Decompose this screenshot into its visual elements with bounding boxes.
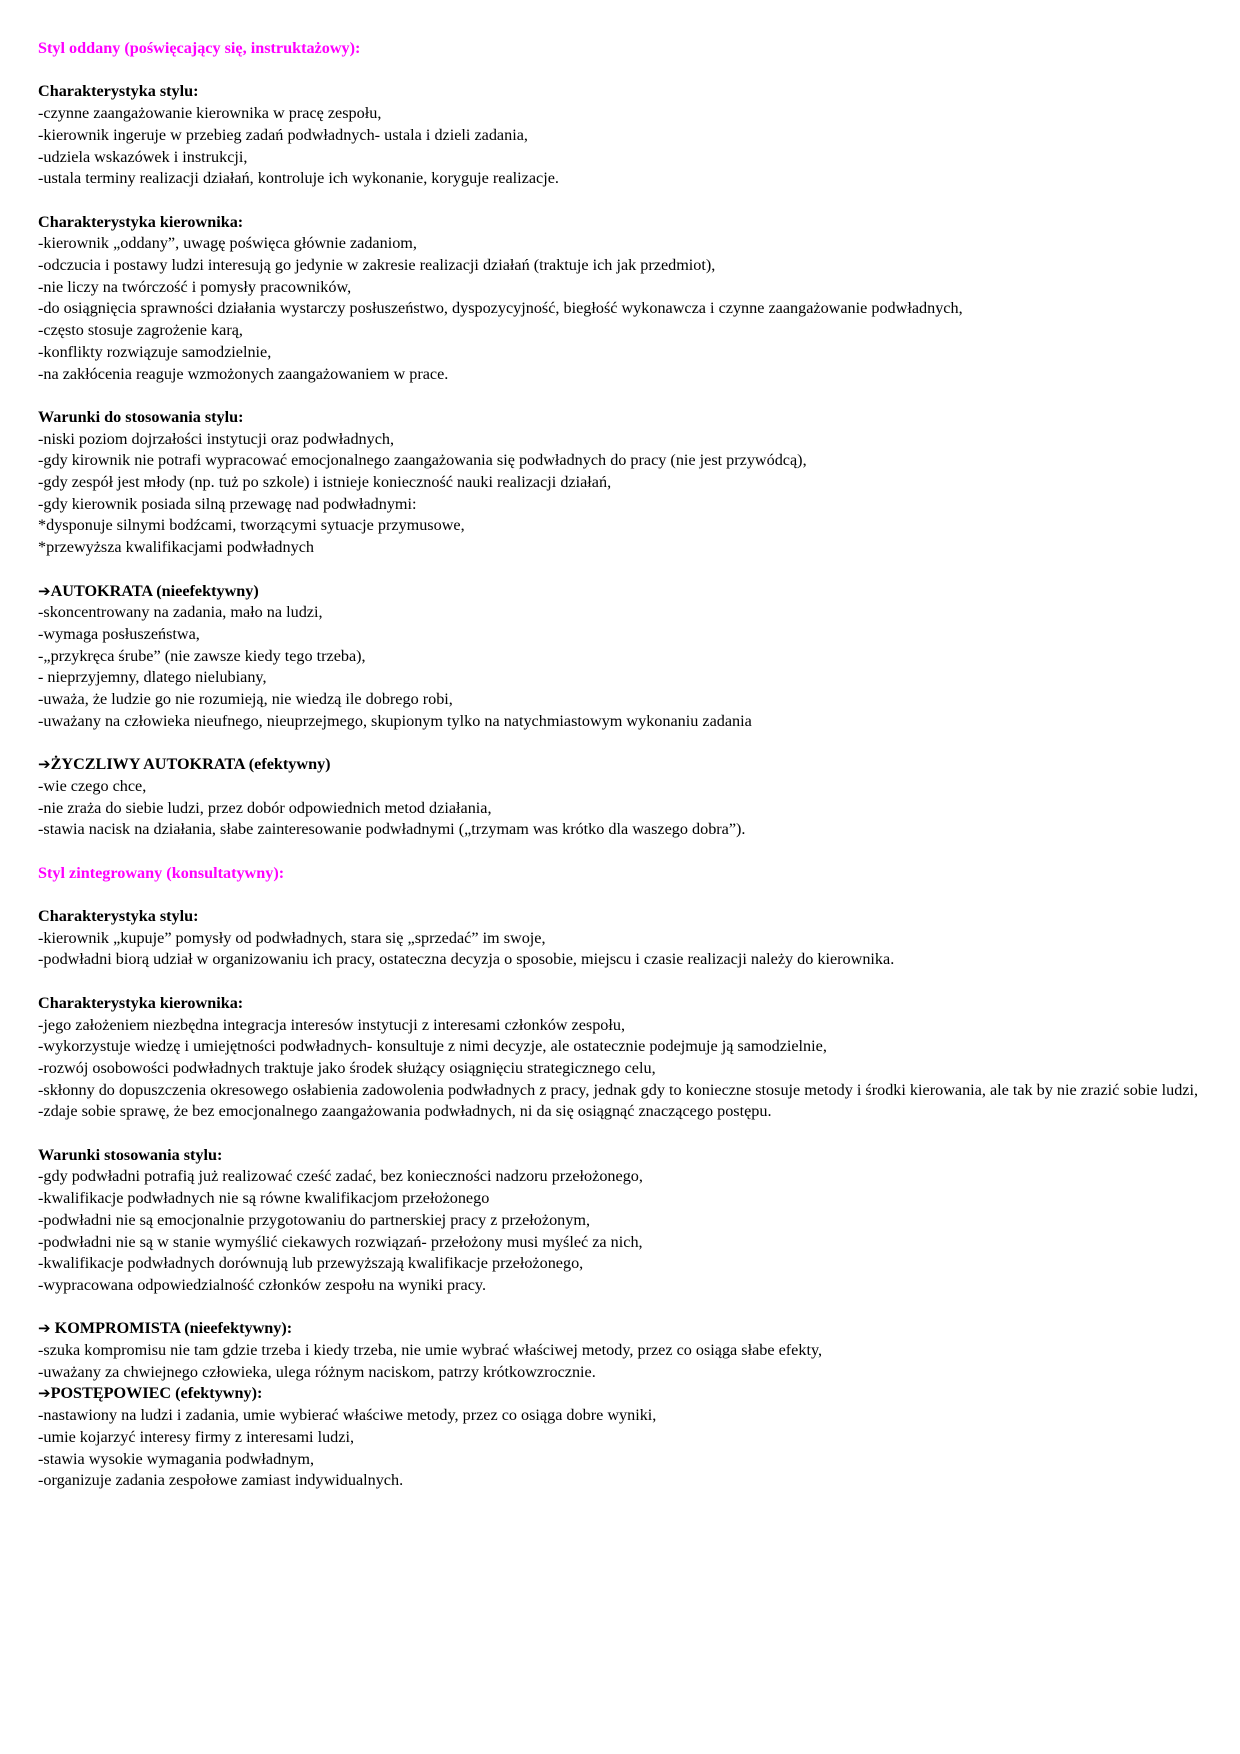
style-title: Styl oddany (poświęcający się, instruktażowy):: [38, 39, 361, 57]
list-item: -podwładni nie są emocjonalnie przygotowaniu do partnerskiej pracy z przełożonym,: [38, 1210, 590, 1229]
arrow-right-icon: ➔: [38, 1319, 51, 1338]
list-item: -wie czego chce,: [38, 776, 147, 795]
paragraph-gap: [38, 190, 1218, 212]
list-item: -nastawiony na ludzi i zadania, umie wybierać właściwe metody, przez co osiąga dobre wyniki,: [38, 1406, 657, 1425]
section-block: [38, 1383, 1218, 1492]
list-item: -kierownik „oddany”, uwagę poświęca głównie zadaniom,: [38, 234, 417, 253]
list-item: -stawia nacisk na działania, słabe zainteresowanie podwładnymi („trzymam was krótko dla waszego dobra”).: [38, 820, 746, 839]
list-item: -umie kojarzyć interesy firmy z interesami ludzi,: [38, 1427, 354, 1446]
section-block: [38, 754, 1218, 841]
list-item: - nieprzyjemny, dlatego nielubiany,: [38, 668, 267, 687]
section-heading: [38, 212, 1218, 234]
paragraph-gap: [38, 971, 1218, 993]
section-heading-text: KOMPROMISTA (nieefektywny):: [50, 1319, 293, 1338]
paragraph-gap: [38, 60, 1218, 82]
section-heading-text: ŻYCZLIWY AUTOKRATA (efektywny): [50, 755, 331, 774]
list-item: -uważany za chwiejnego człowieka, ulega różnym naciskom, patrzy krótkowzrocznie.: [38, 1362, 596, 1381]
section-heading: [38, 581, 1218, 603]
list-item: -gdy kierownik posiada silną przewagę nad podwładnymi:: [38, 494, 417, 513]
style-title-block: [38, 863, 1218, 885]
section-block: [38, 906, 1218, 971]
paragraph-gap: [38, 841, 1218, 863]
section-block: [38, 212, 1218, 386]
section-block: [38, 1318, 1218, 1383]
section-heading-text: Warunki do stosowania stylu:: [38, 407, 244, 426]
list-item: -kierownik ingeruje w przebieg zadań podwładnych- ustala i dzieli zadania,: [38, 125, 528, 144]
paragraph-gap: [38, 1123, 1218, 1145]
list-item: -odczucia i postawy ludzi interesują go jedynie w zakresie realizacji działań (traktuje ich jak przedmiot),: [38, 256, 716, 274]
arrow-right-icon: ➔: [38, 755, 51, 774]
section-block: [38, 407, 1218, 559]
list-item: -kierownik „kupuje” pomysły od podwładnych, stara się „sprzedać” im swoje,: [38, 928, 546, 947]
section-heading: [38, 906, 1218, 928]
list-item: -wypracowana odpowiedzialność członków zespołu na wyniki pracy.: [38, 1275, 487, 1294]
paragraph-gap: [38, 559, 1218, 581]
list-item: -ustala terminy realizacji działań, kontroluje ich wykonanie, koryguje realizacje.: [38, 169, 559, 188]
list-item: -kwalifikacje podwładnych nie są równe kwalifikacjom przełożonego: [38, 1189, 490, 1208]
section-heading: [38, 407, 1218, 429]
list-item: -organizuje zadania zespołowe zamiast indywidualnych.: [38, 1471, 404, 1490]
section-heading-text: Warunki stosowania stylu:: [38, 1145, 223, 1164]
list-item: -wykorzystuje wiedzę i umiejętności podwładnych- konsultuje z nimi decyzje, ale ostatecznie podejmuje ją samodzielnie,: [38, 1037, 827, 1056]
list-item: -gdy kirownik nie potrafi wypracować emocjonalnego zaangażowania się podwładnych do pracy (nie jest przywódcą),: [38, 451, 807, 470]
section-heading-text: AUTOKRATA (nieefektywny): [50, 581, 259, 600]
list-item: -do osiągnięcia sprawności działania wystarczy posłuszeństwo, dyspozycyjność, biegłość wykonawcza i czynne zaangażowanie podwładnych,: [38, 299, 963, 318]
list-item: -rozwój osobowości podwładnych traktuje jako środek służący osiągnięciu strategicznego celu,: [38, 1058, 656, 1077]
section-heading: [38, 1318, 1218, 1340]
section-heading: [38, 754, 1218, 776]
list-item: -uważa, że ludzie go nie rozumieją, nie wiedzą ile dobrego robi,: [38, 690, 453, 709]
list-item: -skłonny do dopuszczenia okresowego osłabienia zadowolenia podwładnych z pracy, jednak gdy to konieczne stosuje metody i środki kierowania, ale tak by nie zrazić sobie ludzi,: [38, 1080, 1199, 1099]
style-title-block: [38, 38, 1218, 60]
list-item: -kwalifikacje podwładnych dorównują lub przewyższają kwalifikacje przełożonego,: [38, 1254, 584, 1273]
list-item: -podwładni biorą udział w organizowaniu ich pracy, ostateczna decyzja o sposobie, miejscu i czasie realizacji należy do kierownika.: [38, 950, 895, 969]
style-title: Styl zintegrowany (konsultatywny):: [38, 863, 285, 882]
section-heading: [38, 1383, 1218, 1405]
document-page: [38, 38, 1218, 1492]
list-item: -niski poziom dojrzałości instytucji oraz podwładnych,: [38, 429, 395, 448]
section-block: [38, 993, 1218, 1123]
section-heading-text: Charakterystyka kierownika:: [38, 993, 244, 1012]
list-item: -gdy zespół jest młody (np. tuż po szkole) i istnieje konieczność nauki realizacji działań,: [38, 473, 612, 492]
list-item: *przewyższa kwalifikacjami podwładnych: [38, 538, 314, 557]
list-item: -nie liczy na twórczość i pomysły pracowników,: [38, 277, 352, 296]
section-heading-text: Charakterystyka stylu:: [38, 82, 199, 101]
list-item: -szuka kompromisu nie tam gdzie trzeba i kiedy trzeba, nie umie wybrać właściwej metody, przez co osiąga słabe efekty,: [38, 1341, 823, 1360]
list-item: -nie zraża do siebie ludzi, przez dobór odpowiednich metod działania,: [38, 798, 492, 817]
paragraph-gap: [38, 884, 1218, 906]
section-block: [38, 581, 1218, 733]
list-item: -uważany na człowieka nieufnego, nieuprzejmego, skupionym tylko na natychmiastowym wykonaniu zadania: [38, 711, 752, 730]
list-item: -wymaga posłuszeństwa,: [38, 624, 200, 643]
list-item: -udziela wskazówek i instrukcji,: [38, 147, 248, 166]
section-heading-text: Charakterystyka kierownika:: [38, 212, 244, 231]
list-item: -czynne zaangażowanie kierownika w pracę zespołu,: [38, 104, 382, 123]
section-heading: [38, 993, 1218, 1015]
paragraph-gap: [38, 385, 1218, 407]
section-heading-text: POSTĘPOWIEC (efektywny):: [50, 1384, 263, 1403]
list-item: -podwładni nie są w stanie wymyślić ciekawych rozwiązań- przełożony musi myśleć za nich,: [38, 1232, 643, 1251]
list-item: -często stosuje zagrożenie karą,: [38, 321, 243, 340]
list-item: -gdy podwładni potrafią już realizować cześć zadać, bez konieczności nadzoru przełożonego,: [38, 1167, 643, 1186]
paragraph-gap: [38, 1297, 1218, 1319]
list-item: *dysponuje silnymi bodźcami, tworzącymi sytuacje przymusowe,: [38, 516, 465, 535]
section-heading-text: Charakterystyka stylu:: [38, 907, 199, 926]
list-item: -konflikty rozwiązuje samodzielnie,: [38, 342, 272, 361]
section-block: [38, 81, 1218, 190]
paragraph-gap: [38, 732, 1218, 754]
arrow-right-icon: ➔: [38, 1384, 51, 1403]
arrow-right-icon: ➔: [38, 581, 51, 600]
list-item: -na zakłócenia reaguje wzmożonych zaangażowaniem w prace.: [38, 364, 449, 383]
section-heading: [38, 1145, 1218, 1167]
list-item: -zdaje sobie sprawę, że bez emocjonalnego zaangażowania podwładnych, ni da się osiągnąć znaczącego postępu.: [38, 1102, 772, 1121]
section-heading: [38, 81, 1218, 103]
list-item: -jego założeniem niezbędna integracja interesów instytucji z interesami członków zespołu,: [38, 1015, 626, 1034]
list-item: -skoncentrowany na zadania, mało na ludzi,: [38, 603, 323, 622]
section-block: [38, 1145, 1218, 1297]
list-item: -„przykręca śrube” (nie zawsze kiedy tego trzeba),: [38, 646, 366, 665]
list-item: -stawia wysokie wymagania podwładnym,: [38, 1449, 315, 1468]
